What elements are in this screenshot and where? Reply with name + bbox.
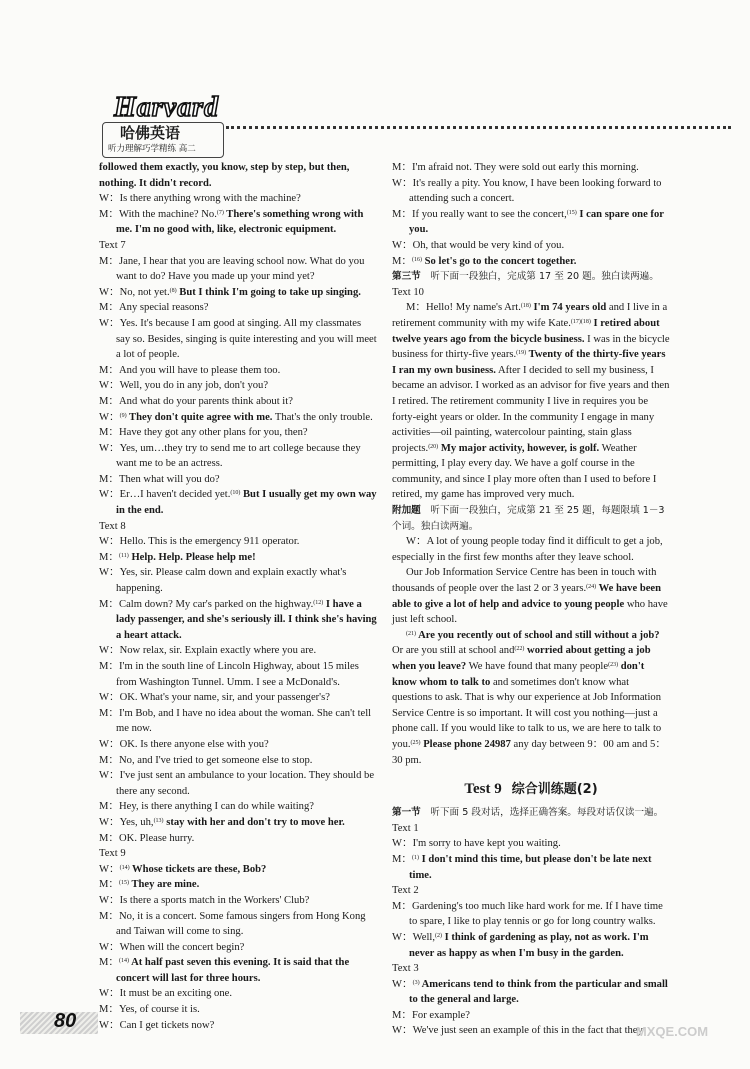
answer-text: stay with her and don't try to move her.	[163, 816, 345, 828]
speaker-label: W：	[99, 645, 120, 657]
dialogue-line	[99, 986, 377, 1002]
dialogue-line	[99, 753, 377, 769]
dialogue-line	[99, 643, 377, 659]
question-marker: (18)	[520, 303, 531, 310]
speaker-label: W：	[99, 380, 120, 392]
book-subtitle: 听力理解巧学精练 高二	[108, 144, 196, 154]
speaker-label: W：	[99, 988, 120, 1000]
speaker-label: M：	[99, 707, 120, 719]
question-marker: (10)	[230, 490, 241, 497]
text-heading	[392, 883, 670, 899]
dialogue-line	[99, 207, 377, 238]
question-marker: (14)	[119, 958, 130, 965]
answer-text: I have a lady passenger, and she's seriously ill. I think she's having a heart attack.	[116, 598, 377, 641]
speaker-label: M：	[99, 661, 120, 672]
body-text: If you really want to see the concert,	[412, 208, 567, 220]
body-text: Can I get tickets now?	[119, 1019, 215, 1031]
dialogue-line	[392, 852, 670, 883]
answer-text: But I usually get my own way in the end.	[116, 489, 377, 517]
section-label: 附加题	[392, 505, 421, 517]
answer-text: I think of gardening as play, not as work. I'm never as happy as when I'm busy in the garden.	[409, 931, 649, 959]
dialogue-line	[392, 899, 670, 930]
dialogue-line	[99, 410, 377, 426]
watermark: MXQE.COM	[635, 1024, 709, 1039]
answer-text: I can spare one for you.	[409, 208, 664, 236]
dialogue-line	[99, 534, 377, 550]
body-text: After I decided to sell my business, I became an advisor. I worked as an advisor for five years and then I retired. The retirement community I live in requires you be forty-eight years or older. In the community I engage in many activities—oil painting, watercolour painting, stain glass projects.	[392, 364, 670, 454]
body-text: Is there anything wrong with the machine?	[119, 193, 301, 205]
body-text: OK. Is there anyone else with you?	[119, 738, 269, 750]
question-marker: (24)	[586, 584, 597, 591]
body-text: It must be an exciting one.	[119, 988, 232, 1000]
text-heading	[392, 821, 670, 837]
question-marker: (16)	[412, 256, 423, 263]
question-marker: (7)	[216, 209, 224, 216]
body-text: I'm afraid not. They were sold out early this morning.	[412, 162, 639, 173]
body-text: Well,	[412, 931, 435, 943]
body-text: and sometimes don't know what questions to ask. That is why our experience at Job Information Service Centre is so important. It will cost you nothing—just a phone call. If you would like to talk to us, we are here to talk to you.	[392, 676, 662, 750]
body-text: And you will have to please them too.	[119, 364, 281, 376]
dialogue-line	[99, 893, 377, 909]
speaker-label: M：	[99, 801, 120, 813]
answer-text: Whose tickets are these, Bob?	[129, 863, 267, 875]
question-marker: (9)	[119, 412, 127, 419]
body-text: Text 8	[99, 520, 126, 532]
speaker-label: W：	[99, 317, 120, 329]
answer-text: We have been able to give a lot of help and advice to young people	[392, 583, 662, 610]
text-heading	[392, 961, 670, 977]
speaker-label: W：	[99, 411, 120, 423]
answer-text: So let's go to the concert together.	[422, 255, 577, 267]
dialogue-line	[99, 862, 377, 878]
body-text: I'm sorry to have kept you waiting.	[412, 838, 561, 850]
answer-text: But I think I'm going to take up singing.	[176, 286, 361, 298]
body-text: any day between 9：00 am and 5：30 pm.	[392, 738, 666, 766]
speaker-label: M：	[392, 900, 413, 912]
speaker-label: M：	[392, 853, 413, 865]
answer-text: Americans tend to think from the particular and small to the general and large.	[409, 978, 668, 1006]
speaker-label: W：	[99, 894, 120, 906]
speaker-label: M：	[99, 1004, 120, 1016]
question-marker: (25)	[410, 739, 421, 746]
speaker-label: W：	[99, 489, 120, 501]
dialogue-line	[99, 815, 377, 831]
dialogue-line	[99, 690, 377, 706]
speaker-label: W：	[99, 567, 120, 579]
body-text: Yes, of course it is.	[119, 1004, 200, 1016]
dialogue-line	[392, 238, 670, 254]
speaker-label: M：	[392, 255, 413, 267]
monologue-paragraph	[392, 534, 670, 565]
question-marker: (11)	[119, 552, 129, 559]
body-text: With the machine? No.	[119, 208, 217, 220]
speaker-label: W：	[99, 738, 120, 750]
body-text: Our Job Information Service Centre has been in touch with thousands of people over the last 2 or 3 years.	[392, 567, 657, 595]
continued-line	[99, 160, 377, 191]
answer-text: followed them exactly, you know, step by step, but then, nothing. It didn't record.	[99, 162, 350, 189]
speaker-label: W：	[99, 193, 120, 205]
page-number-badge	[20, 1006, 100, 1036]
speaker-label: M：	[392, 208, 413, 220]
dialogue-line	[99, 394, 377, 410]
body-text: We have found that many people	[466, 661, 609, 672]
dialogue-line	[392, 930, 670, 961]
dialogue-line	[99, 487, 377, 518]
text-heading	[99, 238, 377, 254]
dialogue-line	[99, 706, 377, 737]
body-text: Text 7	[99, 239, 126, 251]
speaker-label: M：	[99, 879, 120, 891]
body-text: Text 9	[99, 848, 126, 860]
answer-text: At half past seven this evening. It is said that the concert will last for three hours.	[116, 957, 350, 984]
body-text: Yes, uh,	[119, 816, 154, 828]
speaker-label: M：	[99, 473, 120, 485]
speaker-label: M：	[99, 208, 120, 220]
monologue-paragraph	[392, 628, 670, 768]
question-marker: (22)	[514, 646, 525, 653]
monologue-paragraph	[392, 565, 670, 627]
answer-text: don't know whom to talk to	[392, 661, 645, 688]
body-text: Oh, that would be very kind of you.	[412, 239, 565, 251]
body-text: That's the only trouble.	[272, 411, 373, 423]
body-text: 听下面一段独白，完成第 21 至 25 题，每题限填 1－3 个词。独白读两遍。	[392, 505, 665, 532]
answer-text: I'm 74 years old	[530, 302, 607, 314]
dialogue-line	[99, 300, 377, 316]
text-heading	[99, 846, 377, 862]
body-text: Or are you still at school and	[392, 645, 515, 657]
body-text: Text 10	[392, 286, 424, 298]
speaker-label: W：	[99, 536, 120, 548]
page-number: 80	[54, 1010, 77, 1032]
answer-text: Please phone 24987	[420, 738, 511, 750]
body-text: OK. Please hurry.	[119, 832, 195, 844]
body-text: OK. What's your name, sir, and your passenger's?	[119, 692, 330, 704]
dialogue-line	[99, 597, 377, 644]
body-text: M：Hello! My name's Art.	[406, 302, 521, 314]
speaker-label: W：	[99, 941, 120, 953]
body-text: We've just seen an example of this in the fact that they	[412, 1025, 643, 1037]
speaker-label: W：	[392, 239, 413, 251]
speaker-label: W：	[392, 838, 413, 850]
body-text: Er…I haven't decided yet.	[119, 489, 231, 501]
answer-text: I don't mind this time, but please don't be late next time.	[409, 853, 652, 881]
answer-text: worried about getting a job when you leave?	[392, 645, 651, 672]
section-instruction	[392, 805, 670, 821]
dialogue-line	[99, 472, 377, 488]
dialogue-line	[392, 977, 670, 1008]
dialogue-line	[99, 768, 377, 799]
dialogue-line	[99, 940, 377, 956]
answer-text: Are you recently out of school and still without a job?	[416, 629, 660, 641]
dialogue-line	[99, 831, 377, 847]
body-text: Yes. It's because I am good at singing. All my classmates say so. Besides, singing is quite interesting and you will meet a lot of people.	[116, 317, 377, 361]
brand-title: 哈佛英语	[120, 124, 181, 142]
body-text: Hello. This is the emergency 911 operator.	[119, 536, 300, 548]
speaker-label: M：	[392, 1009, 413, 1021]
dialogue-line	[392, 254, 670, 270]
question-marker: (14)	[119, 864, 130, 871]
question-marker: (2)	[434, 932, 442, 939]
question-marker: (21)	[406, 630, 416, 637]
body-text: W：A lot of young people today find it difficult to get a job, especially in the first few months after they leave school.	[392, 536, 663, 563]
body-text: Jane, I hear that you are leaving school now. What do you want to do? Have you made up your mind yet?	[116, 255, 365, 283]
section-label: 第三节	[392, 271, 421, 283]
body-text: Weather permitting, I play every day. We have a golf course in the community, and since I play more often than I used to before I retired, my game has improved very much.	[392, 442, 657, 501]
answer-text: They don't quite agree with me.	[126, 411, 273, 423]
dialogue-line	[392, 836, 670, 852]
body-text: I'm Bob, and I have no idea about the woman. She can't tell me now.	[116, 707, 372, 735]
speaker-label: W：	[392, 931, 413, 943]
body-text: Any special reasons?	[119, 302, 209, 314]
question-marker: (3)	[412, 979, 420, 986]
body-text: I'm in the south line of Lincoln Highway, about 15 miles from Washington Tunnel. Umm. I see a McDonald's.	[116, 661, 359, 688]
question-marker: (13)	[153, 817, 164, 824]
dialogue-line	[392, 176, 670, 207]
speaker-label: M：	[99, 395, 120, 407]
dialogue-line	[392, 207, 670, 238]
body-text: Text 1	[392, 822, 419, 834]
speaker-label: W：	[392, 177, 413, 189]
question-marker: (15)	[566, 209, 577, 216]
answer-text: My major activity, however, is golf.	[438, 442, 600, 454]
dialogue-line	[99, 191, 377, 207]
body-text: Hey, is there anything I can do while waiting?	[119, 801, 314, 813]
body-text: Text 3	[392, 963, 419, 975]
body-text: It's really a pity. You know, I have been looking forward to attending such a concert.	[409, 177, 662, 205]
dialogue-line	[99, 909, 377, 940]
text-heading	[392, 285, 670, 301]
dotted-rule	[226, 126, 731, 129]
answer-text: I retired about twelve years ago from the bicycle business.	[392, 317, 660, 345]
body-text: Now relax, sir. Explain exactly where you are.	[119, 645, 317, 657]
monologue-paragraph	[392, 300, 670, 503]
right-column	[392, 160, 670, 1039]
dialogue-line	[99, 316, 377, 363]
speaker-label: M：	[99, 957, 120, 969]
question-marker: (17)(18)	[570, 318, 591, 325]
answer-text: Twenty of the thirty-five years I ran my own business.	[392, 349, 666, 376]
dialogue-line	[99, 565, 377, 596]
page-header	[92, 92, 732, 162]
body-text: Then what will you do?	[119, 473, 220, 485]
dialogue-line	[99, 799, 377, 815]
speaker-label: W：	[99, 816, 120, 828]
body-text: Well, you do in any job, don't you?	[119, 380, 269, 392]
test-title	[392, 780, 670, 799]
speaker-label: M：	[99, 255, 120, 267]
dialogue-line	[99, 659, 377, 690]
body-text: I've just sent an ambulance to your location. They should be there any second.	[116, 770, 375, 797]
question-marker: (23)	[608, 662, 619, 668]
dialogue-line	[99, 955, 377, 986]
dialogue-line	[99, 1002, 377, 1018]
question-marker: (8)	[169, 287, 177, 294]
body-text: Test 9	[464, 781, 502, 798]
dialogue-line	[99, 1018, 377, 1034]
speaker-label: M：	[99, 598, 120, 610]
body-text: I was in the bicycle business for thirty-five years.	[392, 333, 670, 361]
harvard-logo: Harvard	[114, 92, 219, 123]
body-text: When will the concert begin?	[119, 941, 245, 953]
dialogue-line	[99, 425, 377, 441]
body-text: who have just left school.	[392, 598, 668, 626]
answer-text: They are mine.	[129, 879, 200, 891]
dialogue-line	[99, 550, 377, 566]
body-text: Yes, um…they try to send me to art college because they want me to be an actress.	[116, 442, 361, 470]
body-text: Calm down? My car's parked on the highway.	[119, 598, 314, 610]
left-column	[99, 160, 377, 1033]
speaker-label: M：	[99, 910, 120, 922]
body-text: 听下面 5 段对话，选择正确答案。每段对话仅读一遍。	[420, 807, 664, 819]
body-text: No, not yet.	[119, 286, 170, 298]
question-marker: (20)	[428, 443, 439, 450]
body-text: Is there a sports match in the Workers' Club?	[119, 894, 310, 906]
speaker-label: M：	[99, 754, 120, 766]
section-instruction	[392, 503, 670, 534]
speaker-label: W：	[99, 863, 120, 875]
answer-text: Help. Help. Please help me!	[128, 551, 256, 563]
speaker-label: W：	[99, 770, 120, 782]
body-text: And what do your parents think about it?	[119, 395, 293, 407]
speaker-label: M：	[99, 427, 120, 439]
dialogue-line	[99, 441, 377, 472]
speaker-label: W：	[99, 286, 120, 298]
dialogue-line	[99, 254, 377, 285]
body-text: Text 2	[392, 885, 419, 897]
body-text: Have they got any other plans for you, then?	[119, 427, 308, 439]
body-text: For example?	[412, 1009, 470, 1021]
question-marker: (12)	[313, 599, 324, 606]
section-label: 第一节	[392, 807, 421, 819]
body-text: Gardening's too much like hard work for me. If I have time to spare, I like to play tennis or go for long country walks.	[409, 900, 663, 928]
question-marker: (19)	[516, 350, 527, 357]
dialogue-line	[392, 160, 670, 176]
body-text: and I live in a retirement community with my wife Kate.	[392, 302, 668, 329]
speaker-label: M：	[99, 551, 120, 563]
question-marker: (15)	[119, 880, 130, 887]
speaker-label: M：	[392, 162, 413, 173]
section-instruction	[392, 269, 670, 285]
dialogue-line	[99, 285, 377, 301]
speaker-label: M：	[99, 832, 120, 844]
speaker-label: M：	[99, 302, 120, 314]
body-text: Yes, sir. Please calm down and explain exactly what's happening.	[116, 567, 347, 595]
dialogue-line	[99, 378, 377, 394]
answer-text: There's something wrong with me. I'm no good with, like, electronic equipment.	[116, 208, 364, 236]
speaker-label: M：	[99, 364, 120, 376]
dialogue-line	[392, 1008, 670, 1024]
body-text: No, and I've tried to get someone else to stop.	[119, 754, 313, 766]
speaker-label: W：	[99, 442, 120, 454]
speaker-label: W：	[392, 978, 413, 990]
dialogue-line	[99, 363, 377, 379]
question-marker: (1)	[412, 854, 420, 861]
body-text: No, it is a concert. Some famous singers from Hong Kong and Taiwan will come to sing.	[116, 910, 366, 938]
body-text: 听下面一段独白，完成第 17 至 20 题。独白读两遍。	[420, 271, 659, 283]
dialogue-line	[99, 737, 377, 753]
dialogue-line	[99, 877, 377, 893]
speaker-label: W：	[99, 692, 120, 704]
test-subtitle: 综合训练题(2)	[511, 782, 598, 798]
speaker-label: W：	[392, 1025, 413, 1037]
text-heading	[99, 519, 377, 535]
speaker-label: W：	[99, 1019, 120, 1031]
